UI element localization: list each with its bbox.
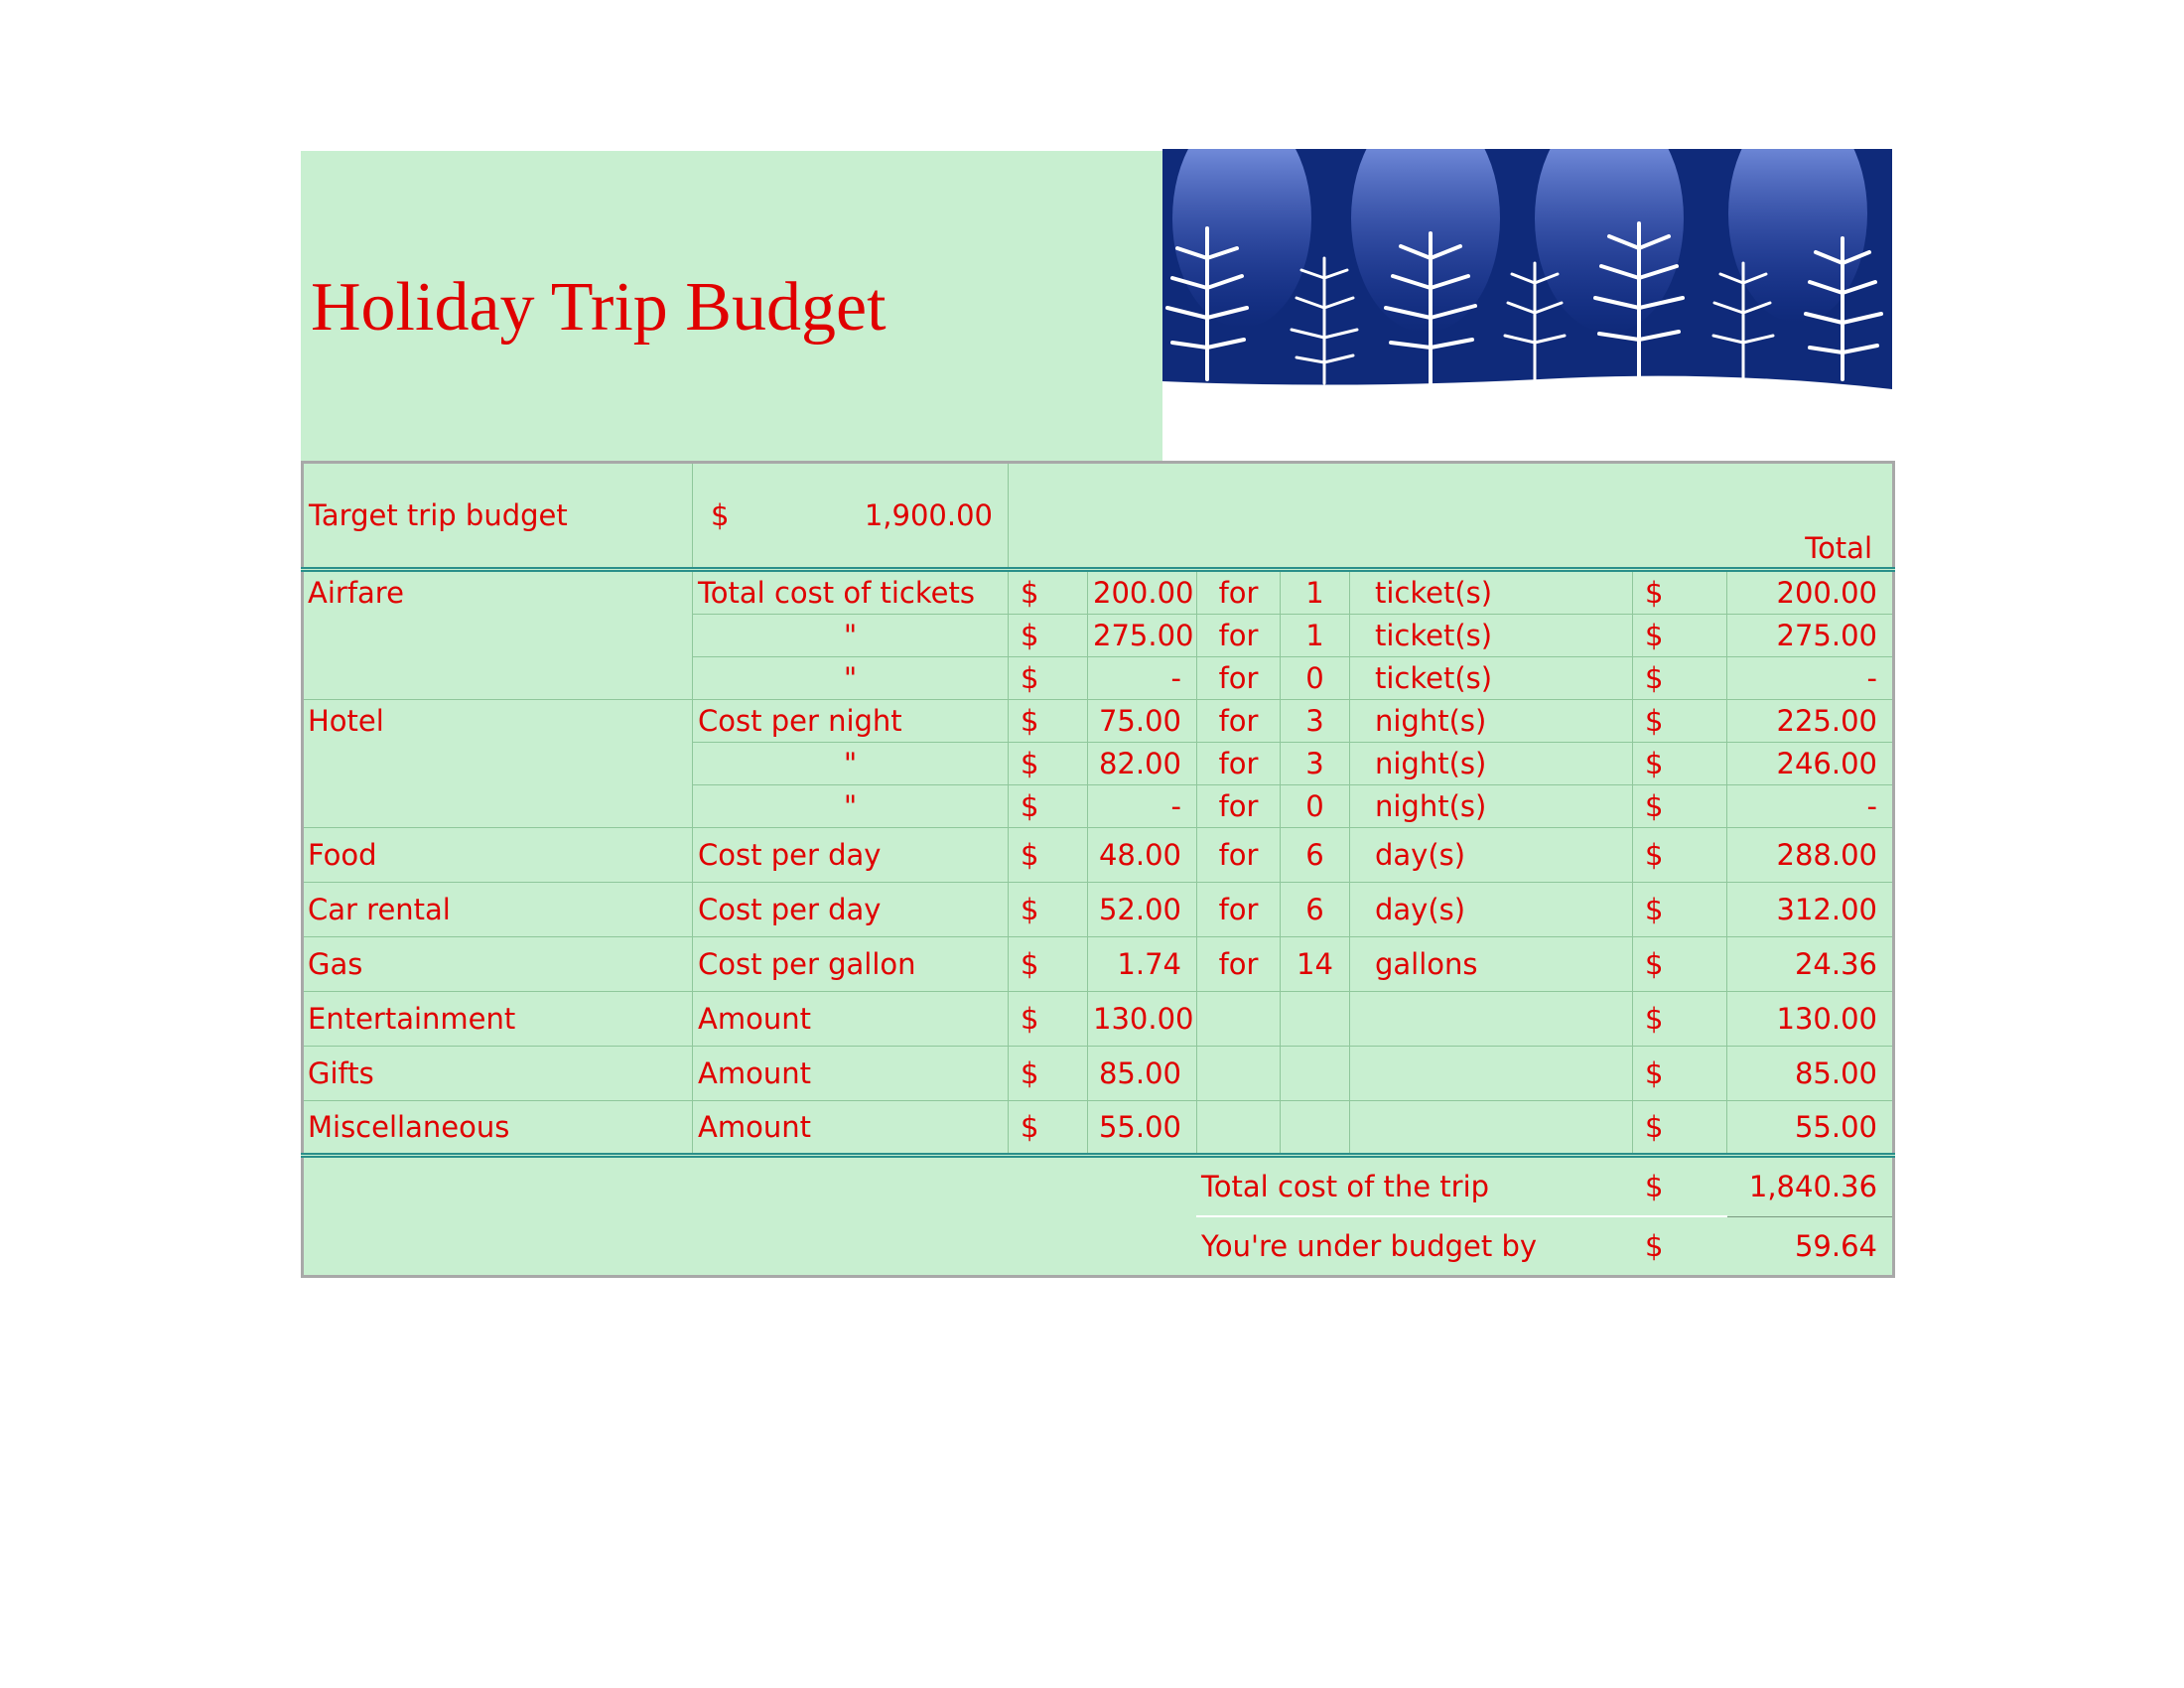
- for-label: [1197, 992, 1281, 1047]
- unit-label: ticket(s): [1350, 615, 1633, 657]
- total-currency: $: [1633, 828, 1727, 883]
- row-total: 288.00: [1727, 828, 1894, 883]
- target-row: [303, 463, 1894, 570]
- price-currency: $: [1009, 615, 1088, 657]
- table-row: [303, 1101, 1894, 1156]
- unit-label: [1350, 1047, 1633, 1101]
- table-row: [303, 743, 1894, 785]
- total-currency: $: [1633, 657, 1727, 700]
- quantity-value: 3: [1281, 743, 1350, 785]
- table-row: [303, 828, 1894, 883]
- item-label: Cost per night: [693, 700, 1009, 743]
- target-currency: $: [711, 498, 730, 532]
- table-row: [303, 570, 1894, 615]
- row-total: 246.00: [1727, 743, 1894, 785]
- category-label: Entertainment: [303, 992, 693, 1047]
- price-value: 200.00: [1088, 570, 1197, 615]
- table-row: [303, 615, 1894, 657]
- quantity-value: 3: [1281, 700, 1350, 743]
- row-total: 312.00: [1727, 883, 1894, 937]
- category-label: Miscellaneous: [303, 1101, 693, 1156]
- price-currency: $: [1009, 883, 1088, 937]
- snowy-trees-night-banner-icon: [1162, 149, 1892, 461]
- category-label: Hotel: [303, 700, 693, 743]
- price-currency: $: [1009, 992, 1088, 1047]
- category-label: Food: [303, 828, 693, 883]
- unit-label: ticket(s): [1350, 657, 1633, 700]
- total-currency: $: [1633, 1047, 1727, 1101]
- price-value: 75.00: [1088, 700, 1197, 743]
- quantity-value: [1281, 1101, 1350, 1156]
- unit-label: day(s): [1350, 883, 1633, 937]
- unit-label: night(s): [1350, 700, 1633, 743]
- unit-label: night(s): [1350, 743, 1633, 785]
- price-value: 1.74: [1088, 937, 1197, 992]
- table-row: [303, 700, 1894, 743]
- category-label: Car rental: [303, 883, 693, 937]
- table-row: [303, 937, 1894, 992]
- category-label: Gifts: [303, 1047, 693, 1101]
- row-total: 200.00: [1727, 570, 1894, 615]
- category-label: Airfare: [303, 570, 693, 615]
- price-currency: $: [1009, 657, 1088, 700]
- category-label: [303, 657, 693, 700]
- row-total: 275.00: [1727, 615, 1894, 657]
- category-label: [303, 615, 693, 657]
- price-currency: $: [1009, 743, 1088, 785]
- price-value: 48.00: [1088, 828, 1197, 883]
- sheet-header: [301, 149, 1892, 461]
- row-total: 24.36: [1727, 937, 1894, 992]
- summary-spacer: [303, 1156, 1197, 1217]
- total-currency: $: [1633, 1101, 1727, 1156]
- total-currency: $: [1633, 883, 1727, 937]
- table-row: [303, 657, 1894, 700]
- item-label: ": [693, 743, 1009, 785]
- target-amount: 1,900.00: [864, 498, 993, 532]
- table-row: [303, 1047, 1894, 1101]
- total-currency: $: [1633, 615, 1727, 657]
- price-currency: $: [1009, 1101, 1088, 1156]
- item-label: Total cost of tickets: [693, 570, 1009, 615]
- price-currency: $: [1009, 785, 1088, 828]
- target-label: Target trip budget: [303, 463, 693, 570]
- quantity-value: 6: [1281, 883, 1350, 937]
- under-budget-amount: 59.64: [1794, 1228, 1878, 1263]
- total-cost-label: Total cost of the trip: [1197, 1156, 1633, 1217]
- summary-spacer: [303, 1216, 1197, 1277]
- category-label: Gas: [303, 937, 693, 992]
- item-label: Amount: [693, 992, 1009, 1047]
- for-label: for: [1197, 657, 1281, 700]
- budget-table: [301, 461, 1895, 1278]
- page-title: Holiday Trip Budget: [311, 269, 887, 346]
- title-band: [301, 151, 1162, 461]
- total-currency: $: [1633, 570, 1727, 615]
- quantity-value: 6: [1281, 828, 1350, 883]
- summary-under-row: [303, 1216, 1894, 1277]
- for-label: [1197, 1101, 1281, 1156]
- unit-label: [1350, 992, 1633, 1047]
- item-label: Amount: [693, 1101, 1009, 1156]
- table-row: [303, 785, 1894, 828]
- quantity-value: 1: [1281, 615, 1350, 657]
- price-currency: $: [1009, 828, 1088, 883]
- item-label: Cost per day: [693, 828, 1009, 883]
- target-amount-cell: [693, 463, 1009, 570]
- summary-total-row: [303, 1156, 1894, 1217]
- price-value: 55.00: [1088, 1101, 1197, 1156]
- unit-label: gallons: [1350, 937, 1633, 992]
- quantity-value: 0: [1281, 785, 1350, 828]
- under-budget-currency: $: [1645, 1229, 1664, 1263]
- unit-label: ticket(s): [1350, 570, 1633, 615]
- item-label: ": [693, 615, 1009, 657]
- price-value: 275.00: [1088, 615, 1197, 657]
- price-value: 52.00: [1088, 883, 1197, 937]
- row-total: 85.00: [1727, 1047, 1894, 1101]
- total-currency: $: [1633, 937, 1727, 992]
- row-total: 130.00: [1727, 992, 1894, 1047]
- unit-label: night(s): [1350, 785, 1633, 828]
- item-label: Amount: [693, 1047, 1009, 1101]
- for-label: for: [1197, 937, 1281, 992]
- price-currency: $: [1009, 1047, 1088, 1101]
- row-total: -: [1727, 657, 1894, 700]
- for-label: for: [1197, 570, 1281, 615]
- for-label: for: [1197, 700, 1281, 743]
- for-label: for: [1197, 883, 1281, 937]
- for-label: for: [1197, 743, 1281, 785]
- total-cost-currency: $: [1633, 1156, 1727, 1217]
- quantity-value: 0: [1281, 657, 1350, 700]
- budget-sheet: [301, 149, 1892, 1278]
- row-total: -: [1727, 785, 1894, 828]
- quantity-value: [1281, 1047, 1350, 1101]
- unit-label: [1350, 1101, 1633, 1156]
- total-currency: $: [1633, 743, 1727, 785]
- unit-label: day(s): [1350, 828, 1633, 883]
- for-label: for: [1197, 828, 1281, 883]
- for-label: for: [1197, 615, 1281, 657]
- price-value: 85.00: [1088, 1047, 1197, 1101]
- price-currency: $: [1009, 570, 1088, 615]
- quantity-value: [1281, 992, 1350, 1047]
- quantity-value: 1: [1281, 570, 1350, 615]
- total-currency: $: [1633, 992, 1727, 1047]
- for-label: [1197, 1047, 1281, 1101]
- price-currency: $: [1009, 937, 1088, 992]
- total-column-header: Total: [1009, 463, 1894, 570]
- price-value: 130.00: [1088, 992, 1197, 1047]
- price-value: -: [1088, 785, 1197, 828]
- total-currency: $: [1633, 700, 1727, 743]
- row-total: 225.00: [1727, 700, 1894, 743]
- category-label: [303, 743, 693, 785]
- for-label: for: [1197, 785, 1281, 828]
- item-label: Cost per day: [693, 883, 1009, 937]
- total-cost-amount: 1,840.36: [1727, 1156, 1894, 1217]
- total-currency: $: [1633, 785, 1727, 828]
- price-value: -: [1088, 657, 1197, 700]
- row-total: 55.00: [1727, 1101, 1894, 1156]
- under-budget-label: You're under budget by: [1201, 1229, 1538, 1263]
- price-value: 82.00: [1088, 743, 1197, 785]
- category-label: [303, 785, 693, 828]
- item-label: ": [693, 785, 1009, 828]
- price-currency: $: [1009, 700, 1088, 743]
- quantity-value: 14: [1281, 937, 1350, 992]
- table-row: [303, 992, 1894, 1047]
- table-row: [303, 883, 1894, 937]
- item-label: Cost per gallon: [693, 937, 1009, 992]
- item-label: ": [693, 657, 1009, 700]
